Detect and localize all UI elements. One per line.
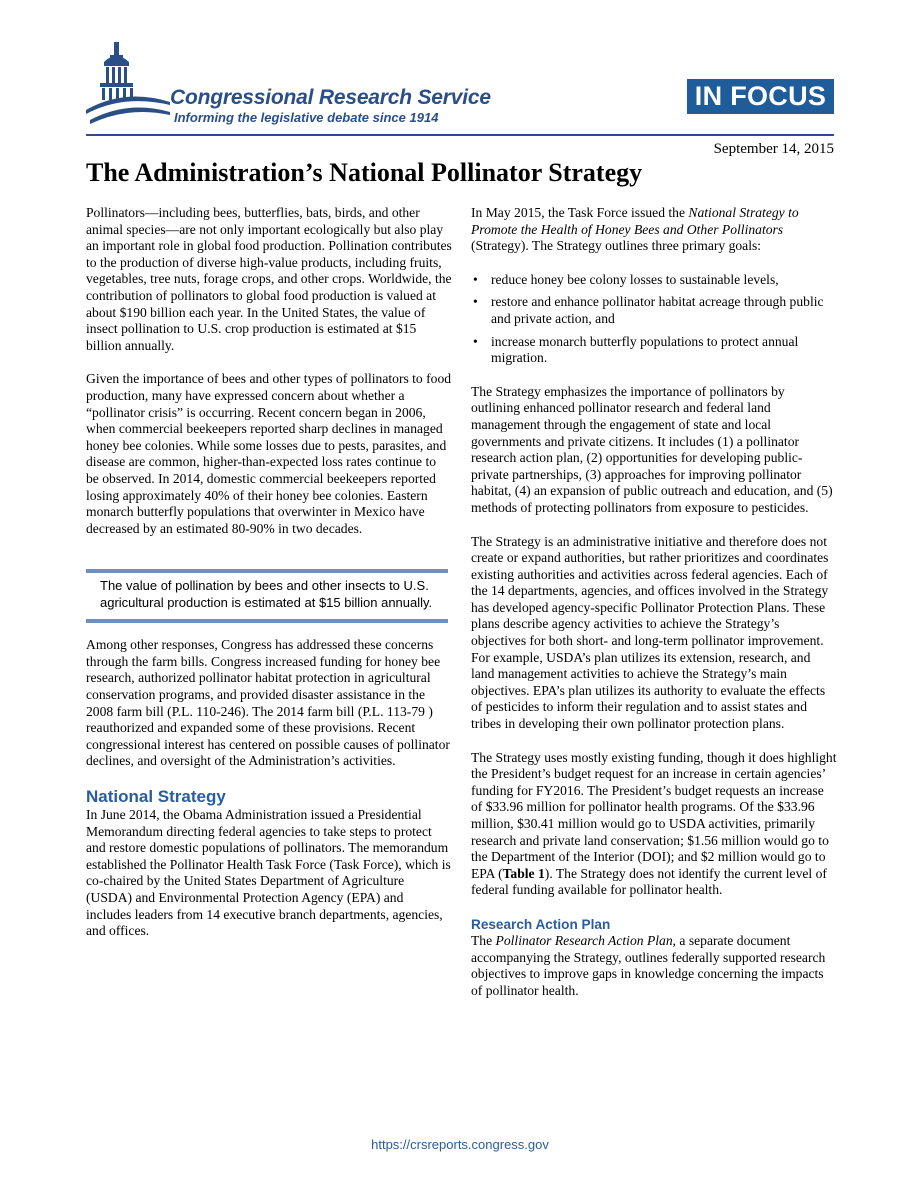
list-item-text: increase monarch butterfly populations to protect annual migration. — [491, 333, 799, 366]
paragraph: In June 2014, the Obama Administration issued a Presidential Memorandum directing federal agencies to take steps to protect and restore domestic populations of pollinators. The memorandum established the Pollinator Health Task Force (Task Force), which is co-chaired by the United States Department of Agriculture (USDA) and Environmental Protection Agency (EPA) and includes leaders from 14 executive branch departments, agencies, and offices. — [86, 807, 451, 939]
callout-bottom-rule — [86, 619, 448, 623]
bullet-icon: • — [473, 333, 478, 349]
paragraph: The Strategy is an administrative initiative and therefore does not create or expand authorities, but rather prioritizes and coordinates existing authorities and activities across federal agencies. Each of the 14 departments, agencies, and offices involved in the Strategy has developed agency-specific Pollinator Protection Plans. These plans describe agency activities to achieve the Strategy’s objectives for both short- and long-term pollinator improvement. For example, USDA’s plan utilizes its extension, research, and land management activities to achieve the Strategy’s main objectives. EPA’s plan utilizes its authority to evaluate the effects of pesticides to inform their regulation and to assist states and tribes in developing their own pollinator protection plans. — [471, 533, 829, 732]
text-run: , a separate document accompanying the Strategy, outlines federally supported research objectives to improve gaps in knowledge concerning the impacts of pollinator health. — [471, 932, 826, 998]
paragraph: Among other responses, Congress has addressed these concerns through the farm bills. Congress increased funding for honey bee research, authorized pollinator habitat protection in agricultural conservation programs, and provided disaster assistance in the 2008 farm bill (P.L. 110-246). The 2014 farm bill (P.L. 113-79 ) reauthorized and expanded some of these provisions. Recent congressional interest has centered on possible causes of pollinator declines, and oversight of the Administration’s activities. — [86, 637, 450, 769]
text-run: The Strategy uses mostly existing funding, though it does highlight the President’s budget request for an increase in certain agencies’ funding for FY2016. The President’s budget requests an increase of $33.96 million for pollinator health programs. Of the $33.96 million, $30.41 million would go to USDA activities, primarily research and private land conservation; $1.56 million would go to the Department of the Interior (DOI); and $2 million would go to EPA ( — [471, 749, 837, 881]
callout-text: The value of pollination by bees and other insects to U.S. agricultural production is estimated at $15 billion annually. — [100, 578, 433, 611]
subsection-heading: Research Action Plan — [471, 916, 611, 932]
paragraph: Pollinators—including bees, butterflies, bats, birds, and other animal species—are not only important ecologically but also play an important role in global food production. Pollination contributes to the production of diverse high-value products, including fruits, vegetables, tree nuts, forage crops, and other crops. Worldwide, the contribution of pollinators to global food production is valued at about $190 billion each year. In the United States, the value of insect pollination to U.S. crop production is estimated at $15 billion annually. — [86, 205, 452, 353]
header-rule — [86, 134, 834, 136]
paragraph — [471, 205, 837, 255]
table-1-reference[interactable]: Table 1 — [502, 865, 545, 881]
strategy-title-italic: National Strategy to Promote the Health of Honey Bees and Other Pollinators — [471, 205, 799, 237]
paragraph — [471, 750, 837, 899]
paragraph — [471, 933, 837, 999]
org-name: Congressional Research Service — [170, 86, 491, 109]
text-run: ). The Strategy does not identify the current level of federal funding available for pollinator health. — [471, 865, 827, 898]
text-run: (Strategy). The Strategy outlines three primary goals: — [471, 238, 762, 254]
paragraph: Given the importance of bees and other types of pollinators to food production, many have expressed concern about whether a “pollinator crisis” is occurring. Recent concern began in 2006, when commercial beekeepers reported sharp declines in managed honey bee colonies. While some losses due to pests, parasites, and disease are common, higher-than-expected loss rates continue to be observed. In 2014, domestic commercial beekeepers reported losing approximately 40% of their honey bee colonies. Eastern monarch butterfly populations that overwinter in Mexico have decreased by an estimated 80-90% in two decades. — [86, 371, 452, 536]
bullet-icon: • — [473, 294, 478, 310]
left-column — [86, 205, 452, 957]
callout-box — [86, 569, 452, 623]
org-tagline: Informing the legislative debate since 1914 — [174, 110, 439, 125]
page-title: The Administration’s National Pollinator Strategy — [86, 158, 643, 187]
text-run: The — [471, 932, 496, 948]
list-item-text: reduce honey bee colony losses to sustainable levels, — [491, 271, 779, 287]
section-heading: National Strategy — [86, 787, 226, 807]
paragraph: The Strategy emphasizes the importance of pollinators by outlining enhanced pollinator research and federal land management through the engagement of state and local governments and private citizens. It includes (1) a pollinator research action plan, (2) opportunities for developing public-private partnerships, (3) approaches for improving pollinator habitat, (4) an expansion of public outreach and education, and (5) methods of protecting pollinators from exposure to pesticides. — [471, 383, 833, 515]
list-item-text: restore and enhance pollinator habitat acreage through public and private action, and — [491, 294, 824, 326]
goals-list — [471, 272, 837, 367]
footer-url-link[interactable]: https://crsreports.congress.gov — [371, 1137, 549, 1152]
list-item — [471, 272, 837, 289]
list-item — [471, 294, 837, 327]
crs-capitol-dome-logo-icon — [84, 40, 172, 130]
in-focus-badge: IN FOCUS — [687, 79, 834, 114]
publication-date: September 14, 2015 — [713, 141, 834, 157]
list-item — [471, 334, 837, 367]
bullet-icon: • — [473, 271, 478, 287]
text-run: In May 2015, the Task Force issued the — [471, 205, 689, 220]
action-plan-title-italic: Pollinator Research Action Plan — [495, 932, 673, 948]
right-column — [471, 205, 837, 1016]
